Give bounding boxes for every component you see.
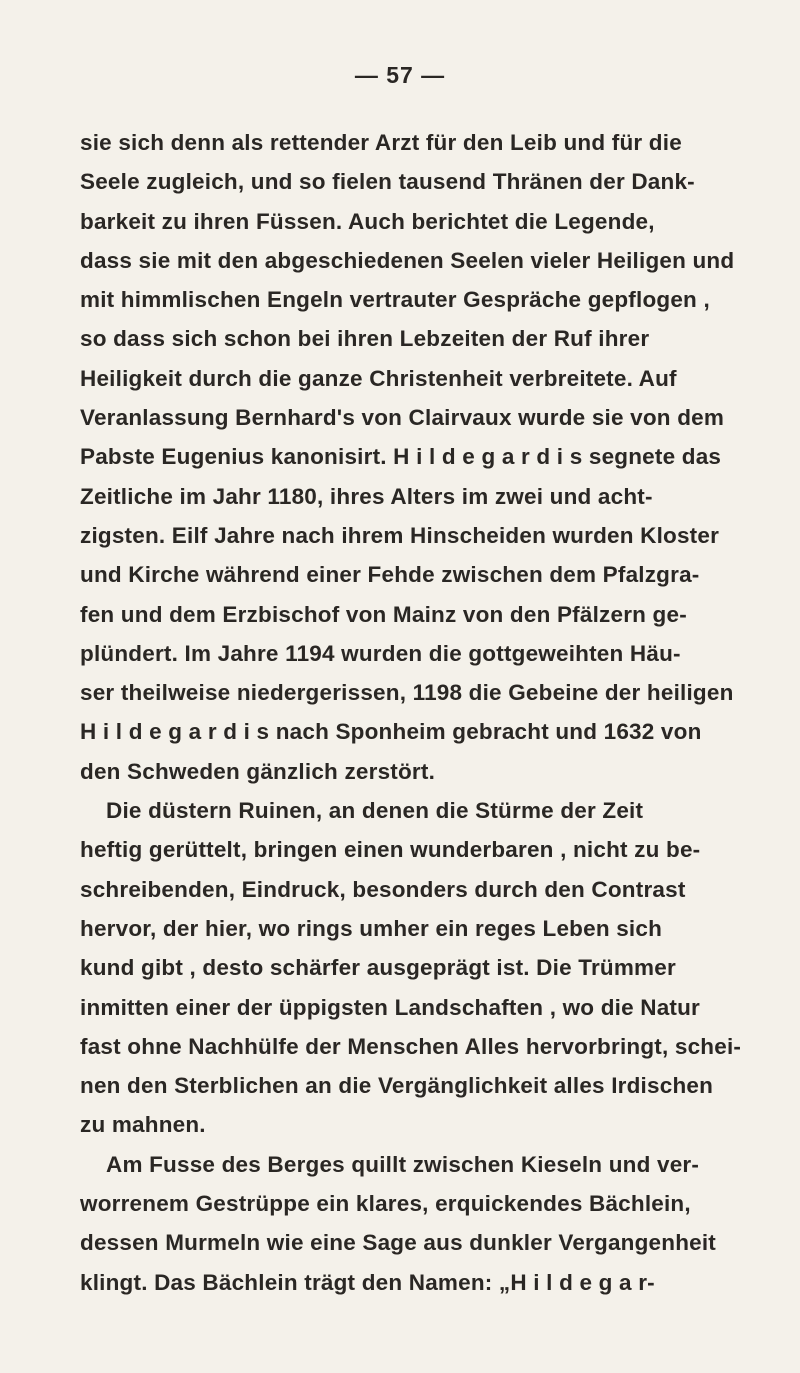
text-line: zigsten. Eilf Jahre nach ihrem Hinscheiden wurden Kloster [80, 522, 720, 548]
text-line: hervor, der hier, wo rings umher ein reges Leben sich [80, 915, 663, 941]
page-number: — 57 — [354, 62, 446, 88]
text-line: worrenem Gestrüppe ein klares, erquickendes Bächlein, [80, 1191, 691, 1217]
paragraph-start-line: Die düstern Ruinen, an denen die Stürme der Zeit [106, 798, 644, 824]
paragraph-start-line: Am Fusse des Berges quillt zwischen Kieseln und ver- [106, 1151, 700, 1177]
text-line: Pabste Eugenius kanonisirt. H i l d e g a r d i s segnete das [80, 444, 722, 470]
text-line: nen den Sterblichen an die Vergänglichkeit alles Irdischen [80, 1073, 714, 1099]
text-line: mit himmlischen Engeln vertrauter Gespräche gepflogen , [80, 287, 710, 313]
text-line: plündert. Im Jahre 1194 wurden die gottgeweihten Häu- [80, 640, 681, 666]
text-line: dass sie mit den abgeschiedenen Seelen vieler Heiligen und [80, 247, 735, 273]
text-line: fen und dem Erzbischof von Mainz von den Pfälzern ge- [80, 601, 687, 627]
text-line: kund gibt , desto schärfer ausgeprägt ist. Die Trümmer [80, 955, 676, 981]
text-line: so dass sich schon bei ihren Lebzeiten der Ruf ihrer [80, 326, 650, 352]
text-line: H i l d e g a r d i s nach Sponheim gebracht und 1632 von [80, 719, 702, 745]
text-line: Heiligkeit durch die ganze Christenheit verbreitete. Auf [80, 365, 677, 391]
text-line: Seele zugleich, und so fielen tausend Thränen der Dank- [80, 169, 695, 195]
text-line: inmitten einer der üppigsten Landschaften , wo die Natur [80, 994, 701, 1020]
text-line: heftig gerüttelt, bringen einen wunderbaren , nicht zu be- [80, 837, 701, 863]
body-text [80, 123, 780, 1302]
text-line: sie sich denn als rettender Arzt für den Leib und für die [80, 130, 682, 155]
text-line: Veranlassung Bernhard's von Clairvaux wurde sie von dem [80, 405, 725, 431]
text-line: zu mahnen. [80, 1112, 206, 1138]
text-line: barkeit zu ihren Füssen. Auch berichtet die Legende, [80, 208, 655, 234]
text-line: Zeitliche im Jahr 1180, ihres Alters im zwei und acht- [80, 483, 653, 509]
text-line: dessen Murmeln wie eine Sage aus dunkler Vergangenheit [80, 1230, 716, 1256]
text-line: klingt. Das Bächlein trägt den Namen: „H i l d e g a r- [80, 1269, 655, 1295]
text-line: ser theilweise niedergerissen, 1198 die Gebeine der heiligen [80, 680, 734, 706]
text-line: den Schweden gänzlich zerstört. [80, 758, 436, 784]
text-line: schreibenden, Eindruck, besonders durch den Contrast [80, 876, 686, 902]
text-line: und Kirche während einer Fehde zwischen dem Pfalzgra- [80, 562, 700, 588]
text-line: fast ohne Nachhülfe der Menschen Alles hervorbringt, schei- [80, 1033, 742, 1059]
